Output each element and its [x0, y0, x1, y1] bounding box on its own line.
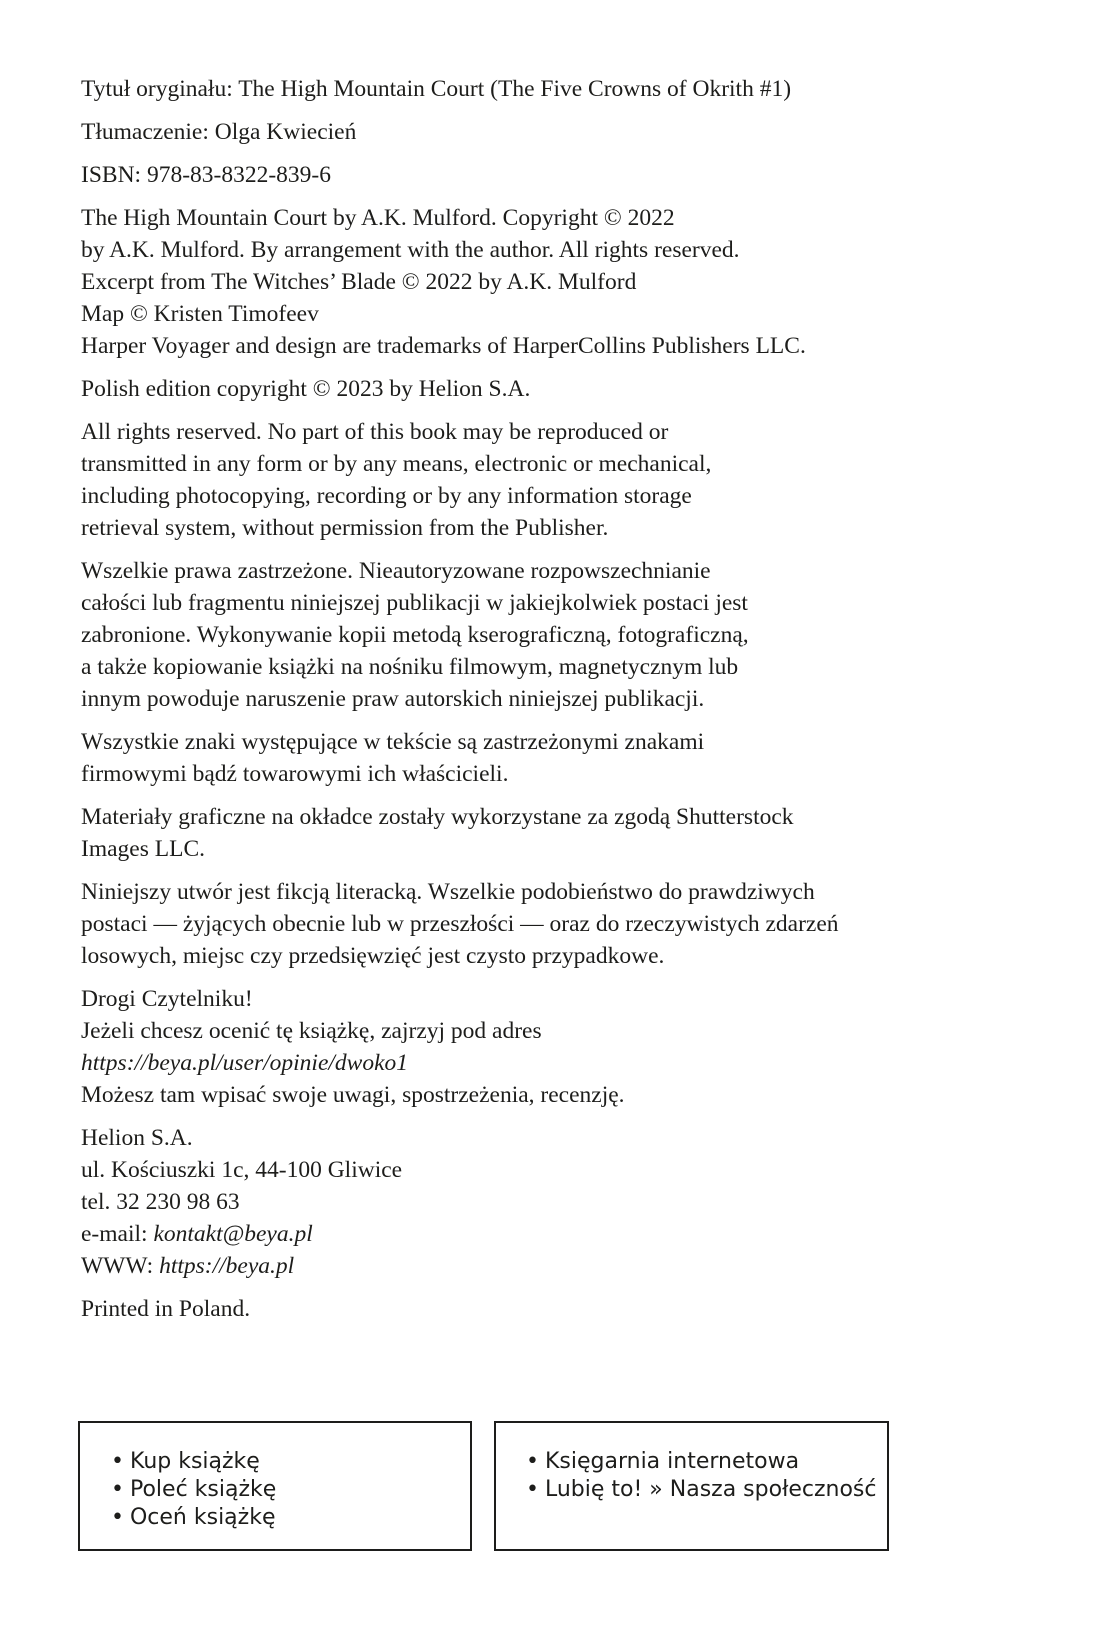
- cover-line: Images LLC.: [81, 836, 205, 862]
- store-links-box: [494, 1421, 889, 1551]
- rights-line: including photocopying, recording or by any information storage: [81, 483, 692, 509]
- reader-greeting: Drogi Czytelniku!: [81, 986, 253, 1012]
- rights-line: innym powoduje naruszenie praw autorskich niniejszej publikacji.: [81, 686, 705, 712]
- reader-invite: Jeżeli chcesz ocenić tę książkę, zajrzyj pod adres: [81, 1018, 542, 1044]
- rights-line: Wszelkie prawa zastrzeżone. Nieautoryzowane rozpowszechnianie: [81, 558, 711, 584]
- fiction-line: losowych, miejsc czy przedsięwzięć jest czysto przypadkowe.: [81, 943, 665, 969]
- cover-line: Materiały graficzne na okładce zostały wykorzystane za zgodą Shutterstock: [81, 804, 794, 830]
- publisher-www-row: [81, 1250, 1041, 1282]
- rights-line: a także kopiowanie książki na nośniku filmowym, magnetycznym lub: [81, 654, 739, 680]
- recommend-book-link[interactable]: [111, 1476, 276, 1504]
- website-link[interactable]: https://beya.pl: [159, 1253, 295, 1279]
- rights-polish: [81, 555, 1041, 715]
- store-links-list: [526, 1448, 876, 1504]
- cover-credit: [81, 801, 1041, 865]
- copyright-line: Harper Voyager and design are trademarks of HarperCollins Publishers LLC.: [81, 333, 806, 359]
- copyright-line: Excerpt from The Witches’ Blade © 2022 by A.K. Mulford: [81, 269, 637, 295]
- link-label: Poleć książkę: [129, 1477, 277, 1502]
- review-url-link[interactable]: https://beya.pl/user/opinie/dwoko1: [81, 1050, 409, 1076]
- buy-book-link[interactable]: [111, 1448, 276, 1476]
- trademarks-line: firmowymi bądź towarowymi ich właścicieli.: [81, 761, 509, 787]
- www-label: WWW:: [81, 1253, 160, 1279]
- online-bookstore-link[interactable]: [526, 1448, 876, 1476]
- printed-in: Printed in Poland.: [81, 1296, 251, 1322]
- publisher-name: Helion S.A.: [81, 1125, 193, 1151]
- bullet: •: [526, 1449, 539, 1474]
- link-label: Kup książkę: [129, 1449, 260, 1474]
- rights-line: transmitted in any form or by any means, electronic or mechanical,: [81, 451, 712, 477]
- reader-instructions: Możesz tam wpisać swoje uwagi, spostrzeżenia, recenzję.: [81, 1082, 625, 1108]
- link-label: Oceń książkę: [129, 1505, 276, 1530]
- community-link[interactable]: [526, 1476, 876, 1504]
- rate-book-link[interactable]: [111, 1504, 276, 1532]
- bullet: •: [111, 1477, 124, 1502]
- isbn: ISBN: 978-83-8322-839-6: [81, 162, 331, 188]
- publisher-email-row: [81, 1218, 1041, 1250]
- bullet: •: [111, 1505, 124, 1530]
- copyright-line: by A.K. Mulford. By arrangement with the author. All rights reserved.: [81, 237, 740, 263]
- copyright-line: The High Mountain Court by A.K. Mulford. Copyright © 2022: [81, 205, 675, 231]
- trademarks-line: Wszystkie znaki występujące w tekście są zastrzeżonymi znakami: [81, 729, 705, 755]
- fiction-line: postaci — żyjących obecnie lub w przeszłości — oraz do rzeczywistych zdarzeń: [81, 911, 839, 937]
- link-label: Księgarnia internetowa: [544, 1449, 800, 1474]
- bullet: •: [526, 1477, 539, 1502]
- copyright-block: [81, 202, 1041, 362]
- publisher-contact: [81, 1122, 1041, 1282]
- email-label: e-mail:: [81, 1221, 154, 1247]
- colophon: [81, 73, 1041, 1336]
- translator: Tłumaczenie: Olga Kwiecień: [81, 119, 357, 145]
- rights-line: zabronione. Wykonywanie kopii metodą kserograficzną, fotograficzną,: [81, 622, 749, 648]
- publisher-address: ul. Kościuszki 1c, 44-100 Gliwice: [81, 1157, 403, 1183]
- fiction-line: Niniejszy utwór jest fikcją literacką. Wszelkie podobieństwo do prawdziwych: [81, 879, 815, 905]
- book-actions-box: [78, 1421, 472, 1551]
- fiction-disclaimer: [81, 876, 1041, 972]
- original-title: Tytuł oryginału: The High Mountain Court (The Five Crowns of Okrith #1): [81, 76, 792, 102]
- email-link[interactable]: kontakt@beya.pl: [153, 1221, 313, 1247]
- bullet: •: [111, 1449, 124, 1474]
- publisher-phone: tel. 32 230 98 63: [81, 1189, 240, 1215]
- book-actions-list: [111, 1448, 276, 1532]
- polish-edition: Polish edition copyright © 2023 by Helion S.A.: [81, 376, 531, 402]
- trademarks-note: [81, 726, 1041, 790]
- link-label: Lubię to! » Nasza społeczność: [544, 1477, 877, 1502]
- rights-english: [81, 416, 1041, 544]
- reader-note: [81, 983, 1041, 1111]
- rights-line: retrieval system, without permission from the Publisher.: [81, 515, 609, 541]
- copyright-line: Map © Kristen Timofeev: [81, 301, 319, 327]
- rights-line: All rights reserved. No part of this book may be reproduced or: [81, 419, 669, 445]
- rights-line: całości lub fragmentu niniejszej publikacji w jakiejkolwiek postaci jest: [81, 590, 748, 616]
